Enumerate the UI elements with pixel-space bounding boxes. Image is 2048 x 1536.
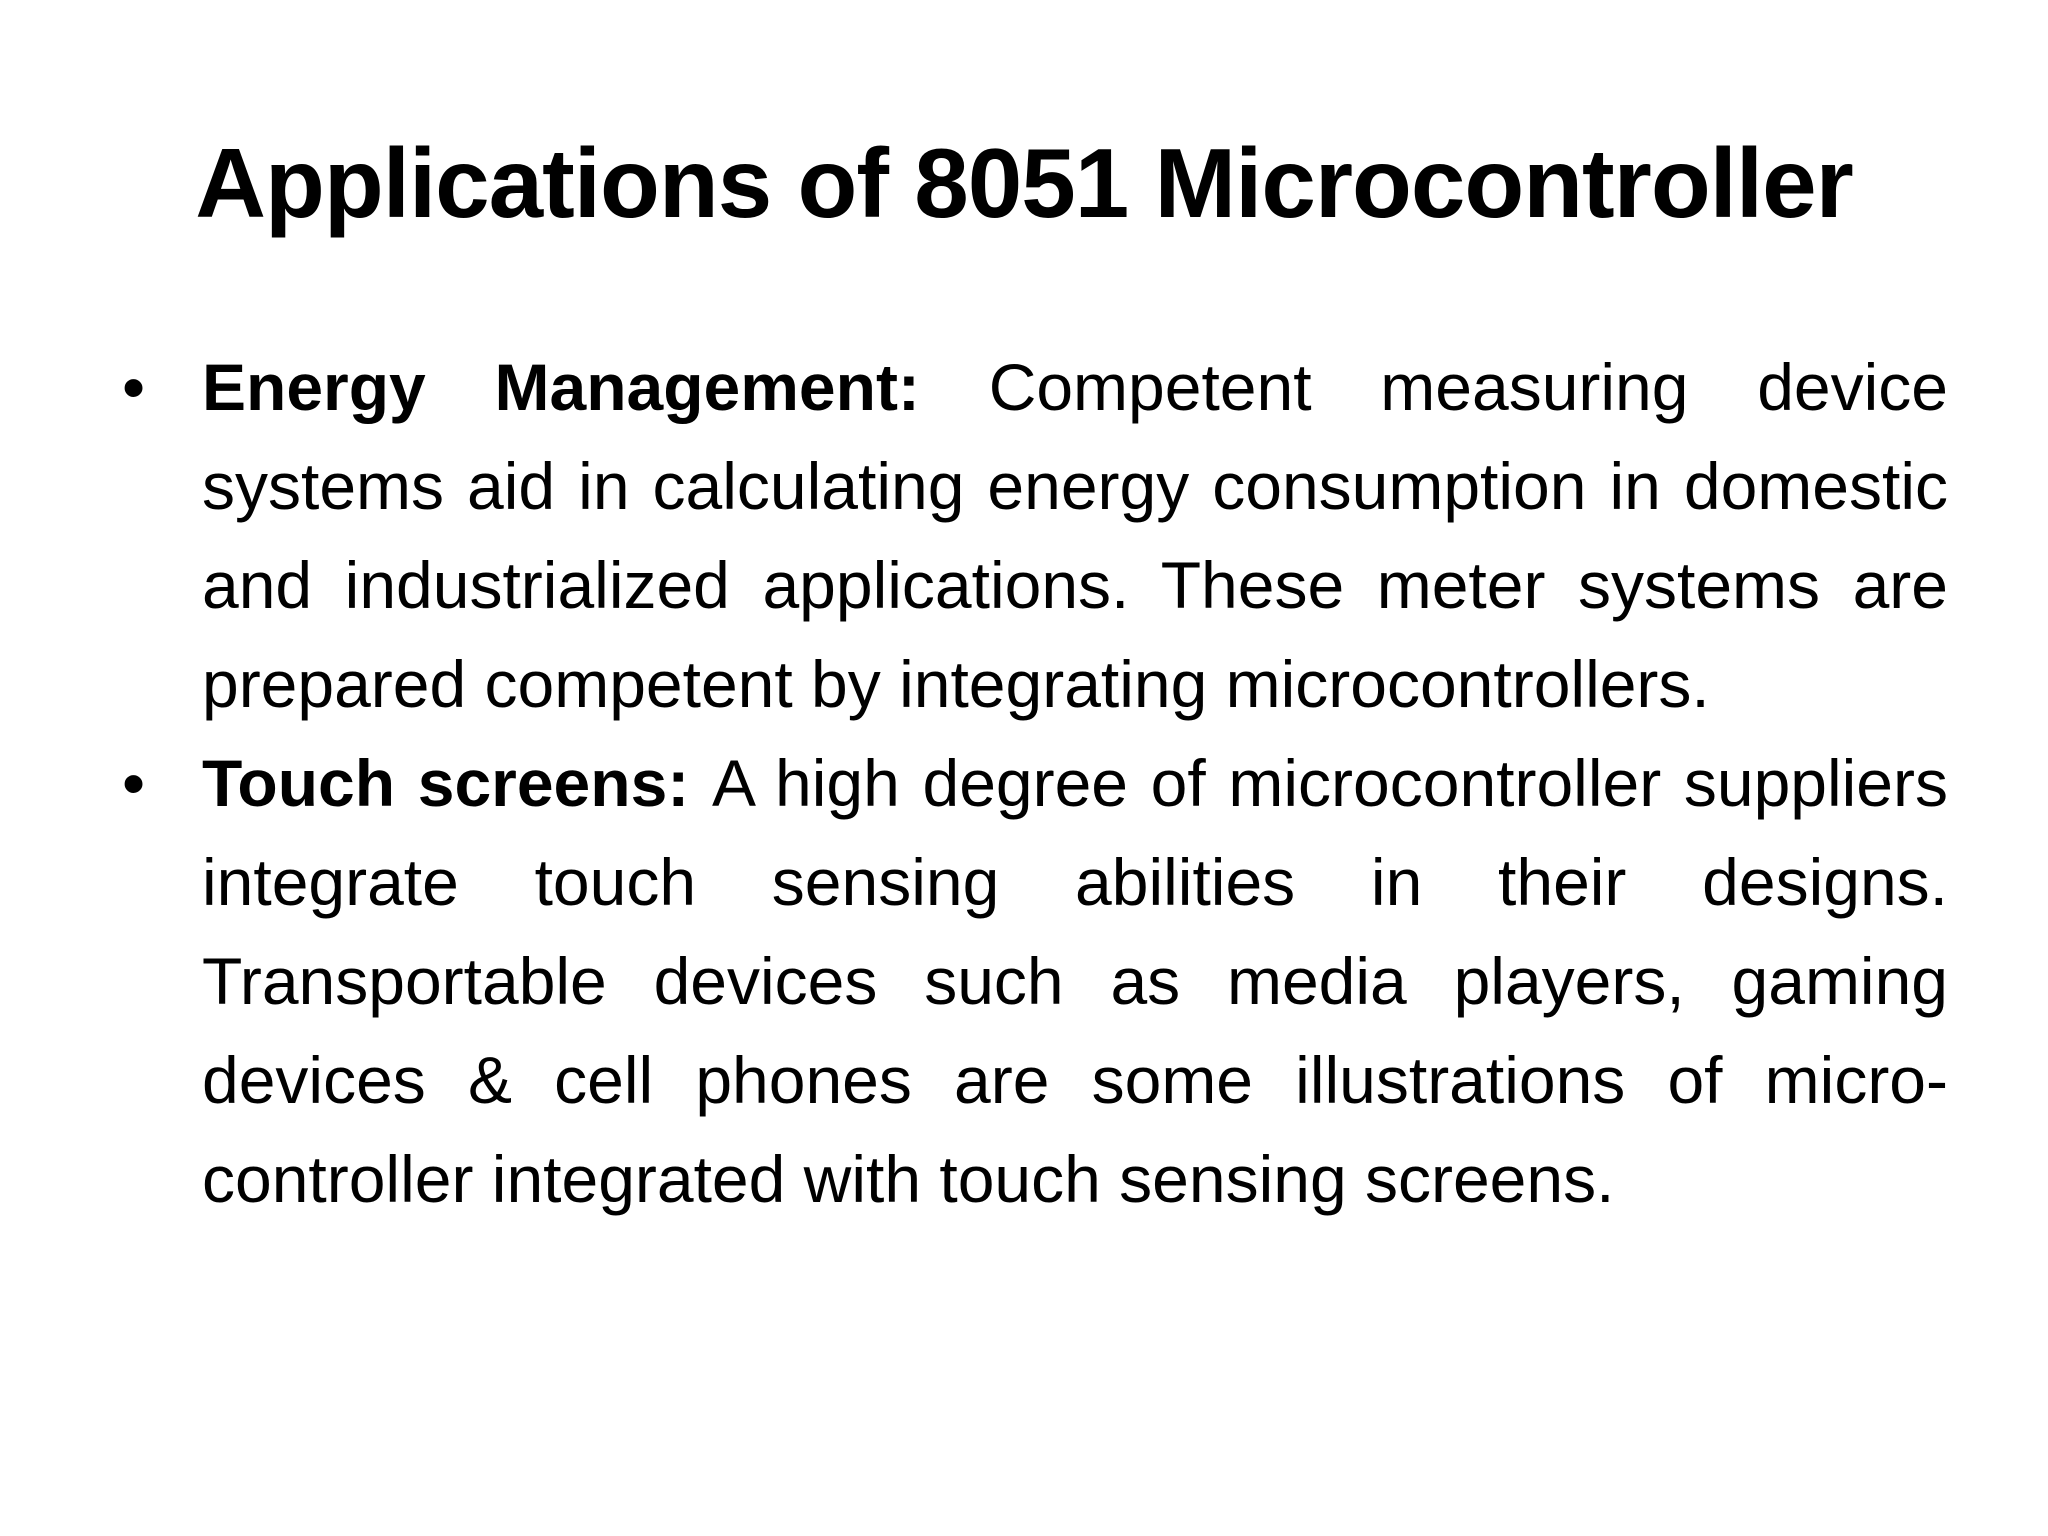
bullet-text: Competent measuring device systems aid in calculating energy consumption in domestic and industrialized applications. These meter systems are prepared competent by integrating microcontrollers. — [202, 350, 1948, 721]
bullet-term: Energy Management: — [202, 350, 989, 424]
bullet-text: A high degree of microcontroller suppliers integrate touch sensing abilities in their designs. Transportable devices such as media players, gaming devices & cell phones are some illustrations of micro-controller integrated with touch sensing screens. — [202, 746, 1948, 1216]
bullet-icon: • — [122, 350, 146, 424]
bullet-icon: • — [122, 746, 146, 820]
bullet-item-touch-screens — [118, 734, 1948, 1229]
bullet-list — [118, 338, 1948, 1229]
bullet-term: Touch screens: — [202, 746, 712, 820]
bullet-item-energy-management — [118, 338, 1948, 734]
slide-title: Applications of 8051 Microcontroller — [195, 128, 1853, 238]
